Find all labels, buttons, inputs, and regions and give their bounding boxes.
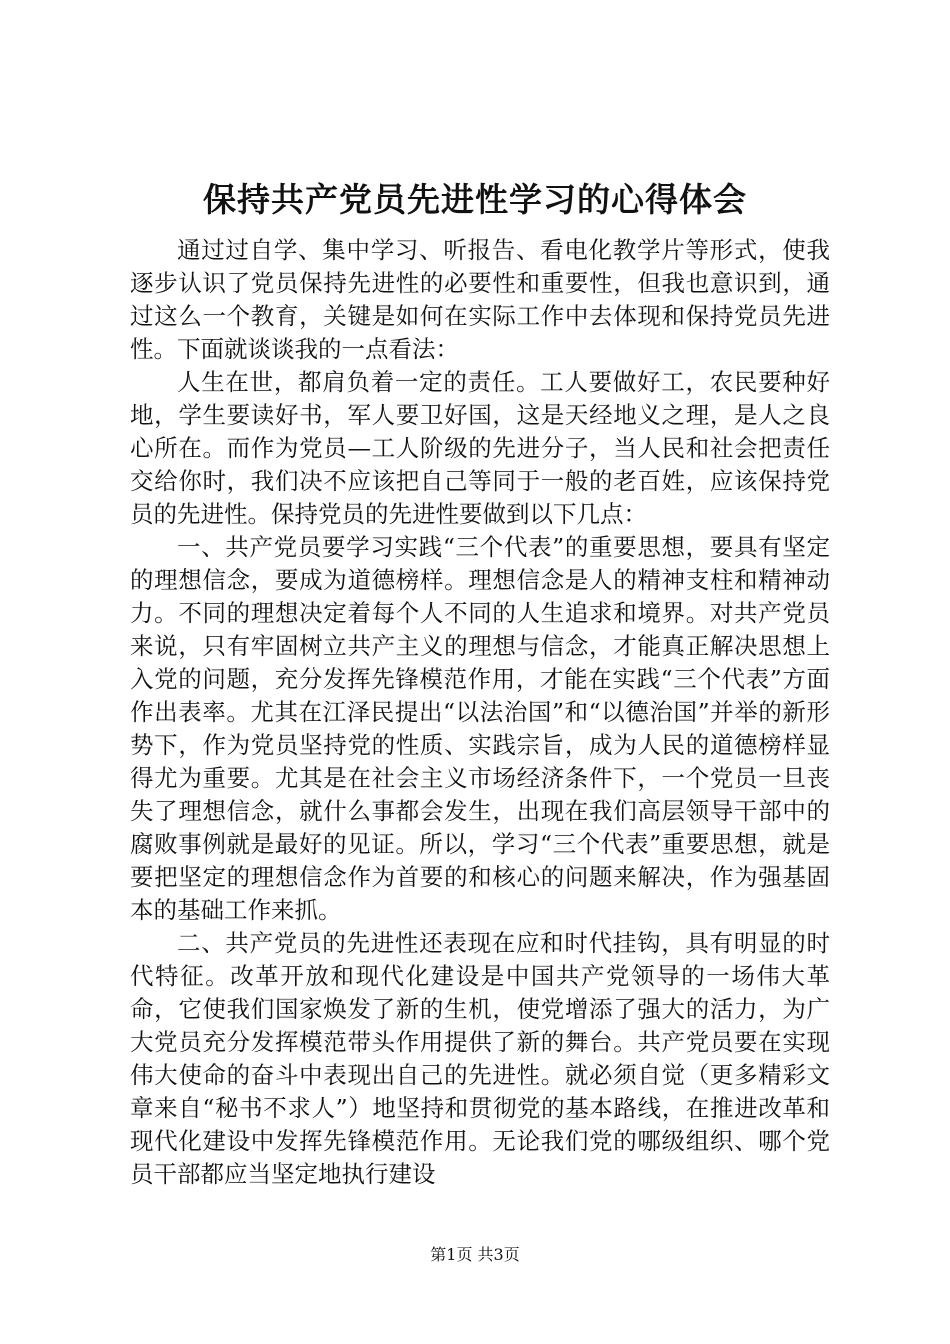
document-title: 保持共产党员先进性学习的心得体会 bbox=[203, 180, 747, 219]
page-number-footer: 第1页 共3页 bbox=[430, 1245, 520, 1264]
paragraph-point-two: 二、共产党员的先进性还表现在应和时代挂钩，具有明显的时代特征。改革开放和现代化建设是中国共产党领导的一场伟大革命，它使我们国家焕发了新的生机，使党增添了强大的活力，为广大党员充分发挥模范带头作用提供了新的舞台。共产党员要在实现伟大使命的奋斗中表现出自己的先进性。就必须自觉（更多精彩文章来自“秘书不求人”）地坚持和贯彻党的基本路线，在推进改革和现代化建设中发挥先锋模范作用。无论我们党的哪级组织、哪个党员干部都应当坚定地执行建设 bbox=[130, 929, 830, 1188]
document-body bbox=[130, 234, 830, 1191]
paragraph-responsibility: 人生在世，都肩负着一定的责任。工人要做好工，农民要种好地，学生要读好书，军人要卫好国，这是天经地义之理，是人之良心所在。而作为党员—工人阶级的先进分子，当人民和社会把责任交给你时，我们决不应该把自己等同于一般的老百姓，应该保持党员的先进性。保持党员的先进性要做到以下几点： bbox=[130, 368, 830, 528]
paragraph-point-one: 一、共产党员要学习实践“三个代表”的重要思想，要具有坚定的理想信念，要成为道德榜样。理想信念是人的精神支柱和精神动力。不同的理想决定着每个人不同的人生追求和境界。对共产党员来说，只有牢固树立共产主义的理想与信念，才能真正解决思想上入党的问题，充分发挥先锋模范作用，才能在实践“三个代表”方面作出表率。尤其在江泽民提出“以法治国”和“以德治国”并举的新形势下，作为党员坚持党的性质、实践宗旨，成为人民的道德榜样显得尤为重要。尤其是在社会主义市场经济条件下，一个党员一旦丧失了理想信念，就什么事都会发生，出现在我们高层领导干部中的腐败事例就是最好的见证。所以，学习“三个代表”重要思想，就是要把坚定的理想信念作为首要的和核心的问题来解决，作为强基固本的基础工作来抓。 bbox=[130, 533, 830, 924]
paragraph-intro: 通过过自学、集中学习、听报告、看电化教学片等形式，使我逐步认识了党员保持先进性的必要性和重要性，但我也意识到，通过这么一个教育，关键是如何在实际工作中去体现和保持党员先进性。下面就谈谈我的一点看法： bbox=[130, 236, 830, 363]
